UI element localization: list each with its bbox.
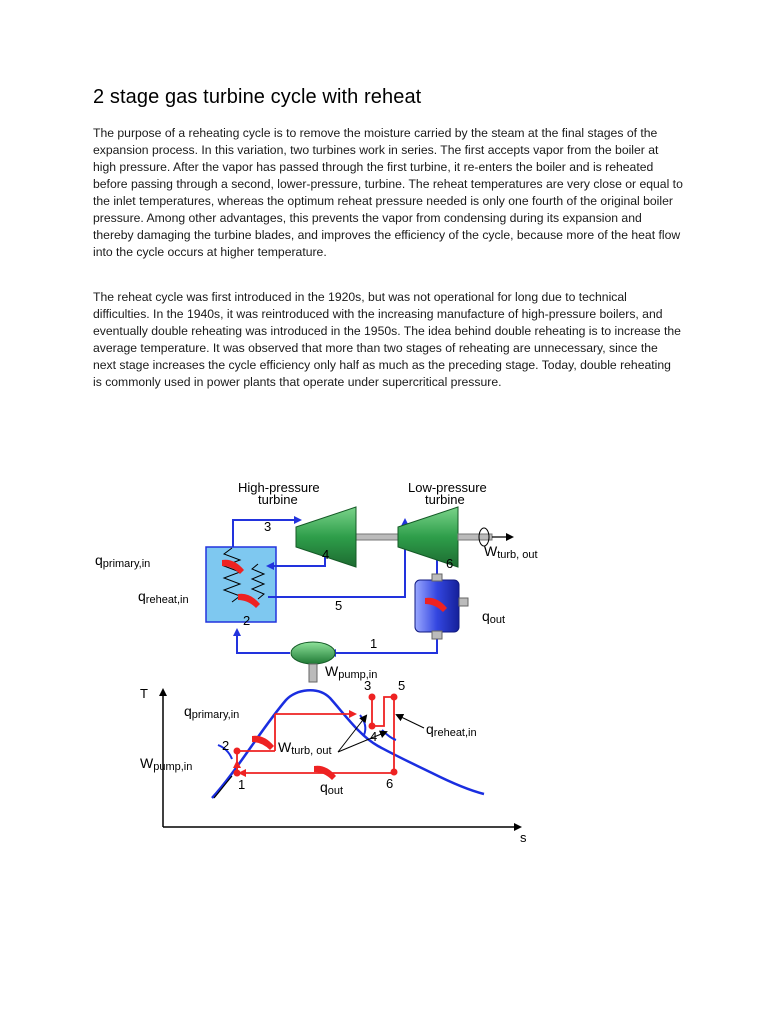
w-pump-label: Wpump,in [325, 663, 378, 681]
page-title: 2 stage gas turbine cycle with reheat [93, 86, 422, 108]
vapor-dome [212, 690, 484, 798]
t-axis-label: T [140, 686, 148, 701]
hp-turbine-label-line2: turbine [258, 492, 298, 507]
state-4-label: 4 [322, 547, 330, 562]
state-point-3 [369, 694, 376, 701]
state-5-label: 5 [335, 598, 343, 613]
state-2-label: 2 [243, 613, 251, 628]
pump [291, 642, 335, 664]
state-point-5 [391, 694, 398, 701]
pump-shaft [309, 664, 317, 682]
ts-state-2-label: 2 [222, 738, 230, 753]
pipe-1 [330, 638, 437, 653]
output-shaft [458, 534, 492, 540]
paragraph-reheat-purpose: The purpose of a reheating cycle is to remove the moisture carried by the steam at the final stages of the expansion process. In this variation, two turbines work in series. The first accepts vapor from the boiler at high pressure. After the vapor has passed through the first turbine, it re-enters the boiler and is reheated before passing through a second, lower-pressure, turbine. The reheat temperatures are very close or equal to the inlet temperatures, whereas the optimum reheat pressure needed is only one fourth of the original boiler pressure. Among other advantages, this prevents the vapor from condensing during its expansion and thereby damaging the turbine blades, and improves the efficiency of the cycle, because more of the heat flow into the cycle occurs at higher temperature. [93, 126, 683, 259]
hp-turbine-label-line1: High-pressure [238, 480, 320, 495]
ts-state-5-label: 5 [398, 678, 406, 693]
state-3-label: 3 [264, 519, 272, 534]
ts-state-1-label: 1 [238, 777, 246, 792]
condenser-outlet-nozzle [432, 631, 442, 639]
lp-turbine-label-line2: turbine [425, 492, 465, 507]
state-point-1 [234, 770, 241, 777]
paragraph-reheat-history: The reheat cycle was first introduced in the 1920s, but was not operational for long due to technical difficulties. In the 1940s, it was reintroduced with the increasing manufacture of high-pressure boilers, and eventually double reheating was introduced in the 1950s. The idea behind double reheating is to increase the average temperature. It was observed that more than two stages of reheating are unnecessary, since the next stage increases the cycle efficiency only half as much as the preceding stage. Today, double reheating is commonly used in power plants that operate under supercritical pressure. [93, 290, 681, 389]
q-reheat-label: qreheat,in [138, 588, 189, 606]
reheat-cycle-svg [0, 470, 768, 850]
state-1-label: 1 [370, 636, 378, 651]
s-axis-label: s [520, 830, 527, 845]
condenser-inlet-nozzle [432, 574, 442, 581]
heat-addition-1 [237, 751, 275, 773]
lp-turbine-label-line1: Low-pressure [408, 480, 487, 495]
ts-q-reheat-label: qreheat,in [426, 721, 477, 739]
state-point-6 [391, 769, 398, 776]
ts-w-turb-label: Wturb, out [278, 739, 332, 757]
condenser-side-nozzle [459, 598, 468, 606]
q-out-label: qout [482, 608, 506, 626]
reheat-cycle-figure [0, 470, 768, 850]
ts-q-primary-label: qprimary,in [184, 703, 240, 721]
pipe-2 [237, 630, 290, 653]
ts-diagram [140, 678, 527, 845]
q-reheat-pointer [397, 715, 424, 728]
q-primary-label: qprimary,in [95, 552, 151, 570]
ts-state-3-label: 3 [364, 678, 372, 693]
boiler [206, 547, 276, 622]
plant-schematic [95, 480, 538, 682]
ts-q-out-label: qout [320, 779, 344, 797]
state-6-label: 6 [446, 556, 454, 571]
ts-state-6-label: 6 [386, 776, 394, 791]
turbine-shaft [356, 534, 398, 540]
state-point-2 [234, 748, 241, 755]
ts-state-4-label: 4 [370, 729, 378, 744]
ts-w-pump-label: Wpump,in [140, 755, 193, 773]
liquid-line [214, 776, 232, 798]
w-turb-label: Wturb, out [484, 543, 538, 561]
